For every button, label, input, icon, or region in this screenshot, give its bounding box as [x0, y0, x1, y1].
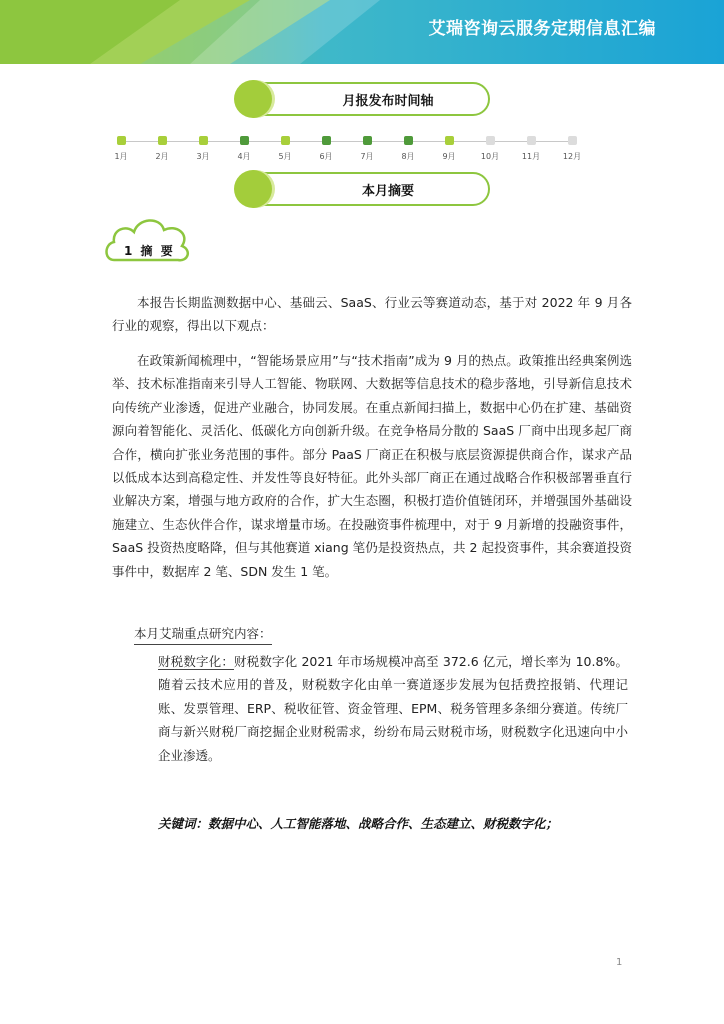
- timeline-month-4: [224, 136, 264, 162]
- summary-label: 1 摘 要: [124, 244, 175, 258]
- timeline-month-label: 7月: [360, 152, 374, 161]
- timeline-title: 月报发布时间轴: [342, 94, 434, 109]
- timeline-month-9: [429, 136, 469, 162]
- timeline-month-label: 4月: [237, 152, 251, 161]
- timeline-month-8: [388, 136, 428, 162]
- timeline-month-label: 9月: [442, 152, 456, 161]
- timeline-month-label: 10月: [480, 152, 500, 161]
- timeline-month-3: [183, 136, 223, 162]
- header-banner: [0, 0, 724, 64]
- keywords-line: 关键词：数据中心、人工智能落地、战略合作、生态建立、财税数字化；: [158, 816, 559, 831]
- timeline-month-label: 6月: [319, 152, 333, 161]
- timeline-month-2: [142, 136, 182, 162]
- summary-cloud-label: [102, 210, 194, 270]
- timeline-month-5: [265, 136, 305, 162]
- main-paragraph: 在政策新闻梳理中，“智能场景应用”与“技术指南”成为 9 月的热点。政策推出经典案例选举、技术标准指南来引导人工智能、物联网、大数据等信息技术的稳步落地，引导新信息技术向传统产业渗透，促进产业融合，协同发展。在重点新闻扫描上，数据中心仍在扩建、基础资源向着智能化、灵活化、低碳化方向创新升级。在竞争格局分散的 SaaS 厂商中出现多起厂商合作，横向扩张业务范围的事件。部分 PaaS 厂商正在积极与底层资源提供商合作，谋求产品以低成本达到高稳定性、并发性等良好特征。此外头部厂商正在通过战略合作积极部署垂直行业解决方案，增强与地方政府的合作，扩大生态圈，积极打造价值链闭环，并增强国外基础设施建立、生态伙伴合作，谋求增量市场。在投融资事件梳理中，对于 9 月新增的投融资事件，SaaS 投资热度略降，但与其他赛道 xiang 笔仍是投资热点，共 2 起投资事件，其余赛道投资事件中，数据库 2 笔、SDN 发生 1 笔。: [112, 353, 632, 579]
- timeline-month-label: 11月: [521, 152, 541, 161]
- timeline-marker-icon: [158, 136, 167, 145]
- timeline-month-11: [511, 136, 551, 162]
- timeline-marker-icon: [363, 136, 372, 145]
- timeline-month-6: [306, 136, 346, 162]
- page-number: 1: [616, 957, 623, 968]
- intro-paragraph: 本报告长期监测数据中心、基础云、SaaS、行业云等赛道动态，基于对 2022 年 9 月各行业的观察，得出以下观点：: [112, 295, 632, 334]
- timeline-section-header: [232, 80, 494, 118]
- timeline-marker-icon: [404, 136, 413, 145]
- research-paragraph: [158, 650, 628, 767]
- research-body: 财税数字化 2021 年市场规模冲高至 372.6 亿元，增长率为 10.8%。随着云技术应用的普及，财税数字化由单一赛道逐步发展为包括费控报销、代理记账、发票管理、ERP、税收征管、资金管理、EPM、税务管理多条细分赛道。传统厂商与新兴财税厂商挖掘企业财税需求，纷纷布局云财税市场，财税数字化迅速向中小企业渗透。: [158, 654, 628, 763]
- timeline-month-7: [347, 136, 387, 162]
- research-heading: 本月艾瑞重点研究内容：: [134, 624, 272, 645]
- timeline-marker-icon: [486, 136, 495, 145]
- timeline-month-12: [552, 136, 592, 162]
- timeline-marker-icon: [445, 136, 454, 145]
- timeline-month-label: 1月: [114, 152, 128, 161]
- timeline-marker-icon: [527, 136, 536, 145]
- timeline-month-label: 12月: [562, 152, 582, 161]
- timeline-marker-icon: [240, 136, 249, 145]
- timeline-month-label: 3月: [196, 152, 210, 161]
- cloud-icon: [102, 210, 194, 270]
- release-timeline: [112, 136, 592, 170]
- timeline-month-label: 5月: [278, 152, 292, 161]
- timeline-month-label: 8月: [401, 152, 415, 161]
- timeline-month-1: [101, 136, 141, 162]
- timeline-marker-icon: [199, 136, 208, 145]
- research-lead: 财税数字化：: [158, 654, 234, 669]
- timeline-marker-icon: [281, 136, 290, 145]
- timeline-marker-icon: [322, 136, 331, 145]
- timeline-marker-icon: [117, 136, 126, 145]
- summary-title: 本月摘要: [361, 184, 414, 199]
- summary-section-header: [232, 170, 494, 208]
- pill-circle-icon: [234, 80, 272, 118]
- timeline-marker-icon: [568, 136, 577, 145]
- timeline-month-label: 2月: [155, 152, 169, 161]
- report-title: 艾瑞咨询云服务定期信息汇编: [428, 19, 656, 39]
- timeline-month-10: [470, 136, 510, 162]
- pill-circle-icon: [234, 170, 272, 208]
